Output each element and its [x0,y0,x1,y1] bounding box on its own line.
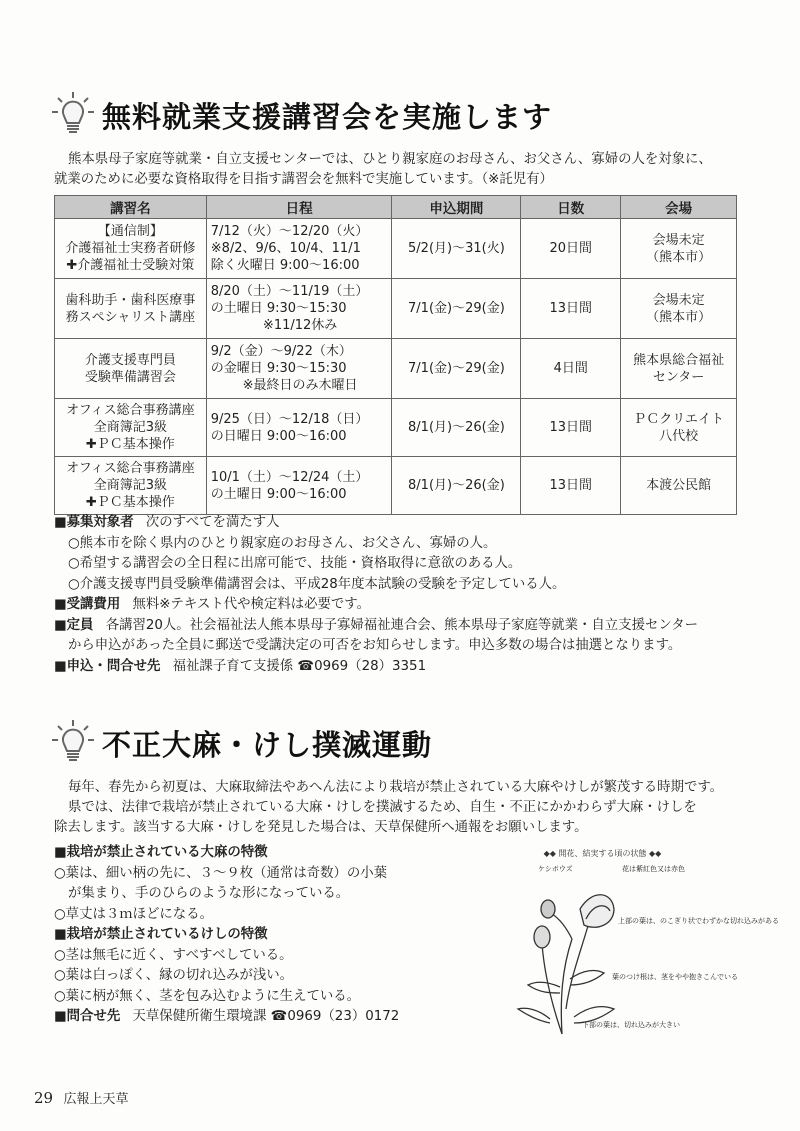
capacity-label: ■定員 [54,617,94,633]
venue-line: （熊本市） [646,249,712,265]
period-cell: 8/1(月)〜26(金) [392,399,521,457]
course-line: 全商簿記3級 [93,478,167,493]
course-line: オフィス総合事務講座 [66,403,195,418]
days-cell: 20日間 [521,219,621,279]
table-header-row [55,196,737,219]
venue-line: 会場未定 [652,292,705,308]
contact-text: 福祉課子育て支援係 ☎0969（28）3351 [172,658,427,674]
header-days: 日数 [521,196,621,219]
schedule-line: ※11/12休み [262,318,338,333]
course-line: 介護福祉士実務者研修 [65,241,196,256]
cannabis-item: ○葉は、細い柄の先に、３〜９枚（通常は奇数）の小葉 [54,865,388,881]
course-line: オフィス総合事務講座 [66,461,195,476]
target-item: ○希望する講習会の全日程に出席可能で、技能・資格取得に意欲のある人。 [68,556,522,571]
section1-intro [54,150,754,190]
schedule-cell [206,457,392,515]
course-line: 歯科助手・歯科医療事 [65,292,196,308]
schedule-line: ※最終日のみ木曜日 [242,378,358,393]
venue-line: センター [652,369,705,385]
lightbulb-icon [50,90,96,140]
days-cell: 13日間 [521,457,621,515]
course-line: 【通信制】 [97,224,163,239]
course-line: ✚ＰＣ基本操作 [85,495,175,510]
section2-heading [50,718,432,768]
label-lower-leaf: 下部の葉は、切れ込みが大きい [582,1021,680,1029]
days-cell: 13日間 [521,399,621,457]
venue-line: 本渡公民館 [646,478,712,493]
table-row [55,457,737,515]
target-item: ○介護支援専門員受験準備講習会は、平成28年度本試験の受験を予定している人。 [68,576,566,592]
contact-line [54,657,754,678]
label-flower-color: 花は紫紅色又は赤色 [622,865,685,873]
schedule-line: ※8/2、9/6、10/4、11/1 [210,241,361,256]
course-schedule-table [54,195,737,515]
schedule-line: の土曜日 9:00〜16:00 [210,486,347,502]
schedule-line: 除く火曜日 9:00〜16:00 [210,258,360,273]
section2-details [54,843,474,1028]
table-row [55,339,737,399]
schedule-line: の日曜日 9:00〜16:00 [210,428,347,444]
venue-cell [621,279,737,339]
venue-line: 熊本県総合福祉 [633,352,725,368]
schedule-line: 9/2（金）〜9/22（木） [210,344,352,359]
period-cell: 8/1(月)〜26(金) [392,457,521,515]
course-line: 全商簿記3級 [93,420,167,435]
schedule-line: の土曜日 9:30〜15:30 [210,301,347,316]
venue-cell [621,399,737,457]
header-venue: 会場 [621,196,737,219]
poppy-item: ○葉は白っぽく、縁の切れ込みが浅い。 [54,968,294,983]
poppy-item: ○茎は無毛に近く、すべすべしている。 [54,947,293,963]
fee-text: 無料※テキスト代や検定料は必要です。 [132,597,371,612]
course-line: 介護支援専門員 [84,352,176,368]
poppy-label: ■栽培が禁止されているけしの特徴 [54,927,268,942]
poppy-illustration [500,848,779,1040]
target-text: 次のすべてを満たす人 [145,515,280,530]
target-label: ■募集対象者 [54,515,134,530]
intro-line: 県では、法律で栽培が禁止されている大麻・けしを撲滅するため、自生・不正にかかわらず大麻・けしを [68,800,697,815]
schedule-cell [206,399,392,457]
capacity-text: 各講習20人。社会福祉法人熊本県母子寡婦福祉連合会、熊本県母子家庭等就業・自立支援センター [105,617,698,633]
contact-line [54,1007,474,1028]
page-footer [34,1088,129,1107]
contact-label: ■申込・問合せ先 [54,658,161,674]
capacity-line [54,616,754,637]
schedule-line: 10/1（土）〜12/24（土） [210,469,369,485]
fee-label: ■受講費用 [54,597,121,612]
intro-line: 毎年、春先から初夏は、大麻取締法やあへん法により栽培が禁止されている大麻やけしが繁茂する時期です。 [68,780,724,795]
header-course: 講習名 [55,196,207,219]
section1-heading [50,90,552,140]
section1-notes [54,513,754,677]
schedule-line: の金曜日 9:30〜15:30 [210,361,347,376]
schedule-cell [206,219,392,279]
target-item: ○熊本市を除く県内のひとり親家庭のお母さん、お父さん、寡婦の人。 [68,535,497,551]
publication-name: 広報上天草 [63,1092,129,1107]
period-cell: 7/1(金)〜29(金) [392,279,521,339]
header-period: 申込期間 [392,196,521,219]
days-cell: 4日間 [521,339,621,399]
cannabis-item: ○草丈は３ｍほどになる。 [54,906,213,922]
course-cell [55,399,207,457]
section2-title: 不正大麻・けし撲滅運動 [102,727,433,762]
course-cell [55,339,207,399]
schedule-line: 9/25（日）〜12/18（日） [210,411,369,427]
course-line: ✚ＰＣ基本操作 [85,437,175,452]
label-leaf-base: 葉のつけ根は、茎をやや抱きこんでいる [612,973,738,981]
label-upper-leaf: 上部の葉は、のこぎり状でわずかな切れ込みがある [618,917,779,925]
poppy-item: ○葉に柄が無く、茎を包み込むように生えている。 [54,988,361,1004]
venue-cell [621,339,737,399]
page-number: 29 [34,1089,54,1107]
schedule-cell [206,339,392,399]
intro-line: 就業のために必要な資格取得を目指す講習会を無料で実施しています。（※託児有） [54,172,553,187]
venue-line: ＰＣクリエイト [633,411,724,427]
cannabis-label: ■栽培が禁止されている大麻の特徴 [54,845,268,860]
course-line: 務スペシャリスト講座 [65,309,196,325]
schedule-line: 7/12（火）〜12/20（火） [210,224,369,239]
days-cell: 13日間 [521,279,621,339]
target-line [54,513,754,534]
table-row [55,219,737,279]
venue-cell [621,219,737,279]
course-cell [55,457,207,515]
fee-line [54,595,754,616]
period-cell: 7/1(金)〜29(金) [392,339,521,399]
schedule-line: 8/20（土）〜11/19（土） [210,284,369,299]
schedule-cell [206,279,392,339]
lightbulb-icon [50,718,96,768]
table-row [55,399,737,457]
table-row [55,279,737,339]
course-cell [55,219,207,279]
label-keshibouzu: ケシボウズ [538,865,573,873]
intro-line: 除去します。該当する大麻・けしを発見した場合は、天草保健所へ通報をお願いします。 [54,820,588,835]
intro-line: 熊本県母子家庭等就業・自立支援センターでは、ひとり親家庭のお母さん、お父さん、寡婦の人を対象に、 [68,152,712,167]
venue-line: 会場未定 [652,232,705,248]
contact-label: ■問合せ先 [54,1009,121,1024]
section2-intro [54,778,764,838]
cannabis-item: が集まり、手のひらのような形になっている。 [68,886,350,901]
contact-text: 天草保健所衛生環境課 ☎0969（23）0172 [132,1009,400,1024]
venue-line: （熊本市） [646,309,712,325]
illustration-caption: ◆◆ 開花、結実する頃の状態 ◆◆ [543,849,662,858]
venue-cell [621,457,737,515]
period-cell: 5/2(月)〜31(火) [392,219,521,279]
header-schedule: 日程 [206,196,392,219]
course-line: 受験準備講習会 [84,369,176,385]
course-line: ✚介護福祉士受験対策 [66,258,195,273]
section1-title: 無料就業支援講習会を実施します [102,99,553,134]
course-cell [55,279,207,339]
poppy-plant-image [500,859,779,1039]
capacity-text-2: から申込があった全員に郵送で受講決定の可否をお知らせします。申込多数の場合は抽選となります。 [68,638,682,653]
venue-line: 八代校 [659,428,699,444]
